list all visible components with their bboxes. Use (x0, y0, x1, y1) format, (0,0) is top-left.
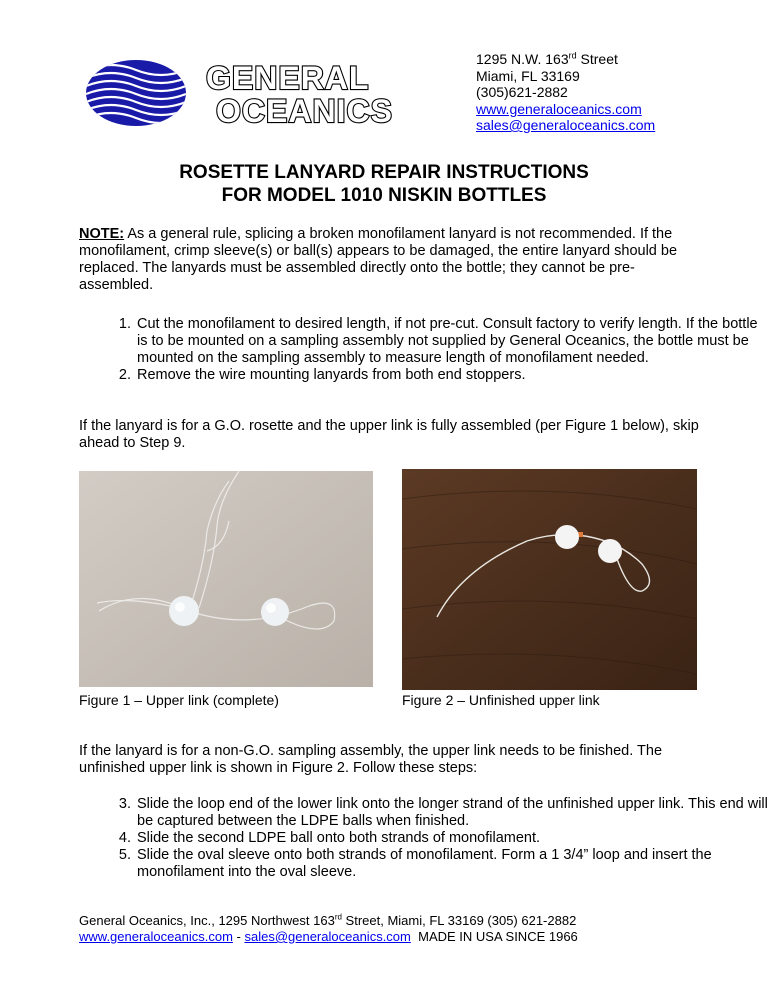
step-4: 4. Slide the second LDPE ball onto both strands of monofilament. (135, 830, 768, 847)
upper-link-unfinished-image (402, 469, 697, 690)
footer-address: General Oceanics, Inc., 1295 Northwest 163rd Street, Miami, FL 33169 (305) 621-2882 (79, 912, 577, 928)
wave-logo-icon (86, 56, 466, 126)
go-rosette-paragraph: If the lanyard is for a G.O. rosette and the upper link is fully assembled (per Figure 1 below), skip ahead to Step 9. (79, 418, 699, 451)
logo-word-general: GENERAL (206, 60, 370, 96)
address-street: 1295 N.W. 163rd Street (476, 50, 618, 67)
figure-1-caption: Figure 1 – Upper link (complete) (79, 692, 279, 708)
steps-list-a (79, 316, 768, 384)
step-5: 5. Slide the oval sleeve onto both strands of monofilament. Form a 1 3/4” loop and insert the monofilament into the oval sleeve. (135, 847, 768, 881)
company-logo (86, 56, 466, 126)
page-title: ROSETTE LANYARD REPAIR INSTRUCTIONS FOR MODEL 1010 NISKIN BOTTLES (179, 162, 589, 206)
non-go-paragraph: If the lanyard is for a non-G.O. sampling assembly, the upper link needs to be finished. The unfinished upper link is shown in Figure 2. Follow these steps: (79, 743, 663, 776)
figure-1-photo (79, 471, 373, 687)
step-3: 3. Slide the loop end of the lower link onto the longer strand of the unfinished upper link. This end will be captured between the LDPE balls when finished. (135, 796, 768, 830)
figure-2-photo (402, 469, 697, 690)
website-link[interactable]: www.generaloceanics.com (476, 100, 642, 117)
steps-list-b (79, 796, 768, 881)
step-1: 1. Cut the monofilament to desired length, if not pre-cut. Consult factory to verify length. If the bottle is to be mounted on a sampling assembly not supplied by General Oceanics, the bottle must be mounted on the sampling assembly to measure length of monofilament needed. (135, 316, 768, 367)
upper-link-complete-image (79, 471, 373, 687)
address-block (476, 51, 655, 134)
footer-links: www.generaloceanics.com - sales@generaloceanics.com MADE IN USA SINCE 1966 (79, 929, 578, 944)
logo-word-oceanics: OCEANICS (216, 93, 393, 126)
step-2: 2. Remove the wire mounting lanyards from both end stoppers. (135, 367, 768, 384)
address-phone: (305)621-2882 (476, 84, 568, 100)
note-label: NOTE: (79, 226, 125, 242)
email-link[interactable]: sales@generaloceanics.com (476, 117, 656, 133)
footer-website-link[interactable]: www.generaloceanics.com (79, 929, 233, 944)
page-footer (79, 913, 578, 945)
note-paragraph (79, 226, 699, 294)
figure-2-caption: Figure 2 – Unfinished upper link (402, 692, 600, 708)
footer-email-link[interactable]: sales@generaloceanics.com (244, 929, 411, 944)
note-text: As a general rule, splicing a broken monofilament lanyard is not recommended. If the monofilament, crimp sleeve(s) or ball(s) appears to be damaged, the entire lanyard should be replaced. The lanyards must be assembled directly onto the bottle; they cannot be pre-assembled. (79, 226, 678, 293)
address-city: Miami, FL 33169 (476, 67, 580, 84)
footer-made-in: MADE IN USA SINCE 1966 (418, 929, 578, 944)
